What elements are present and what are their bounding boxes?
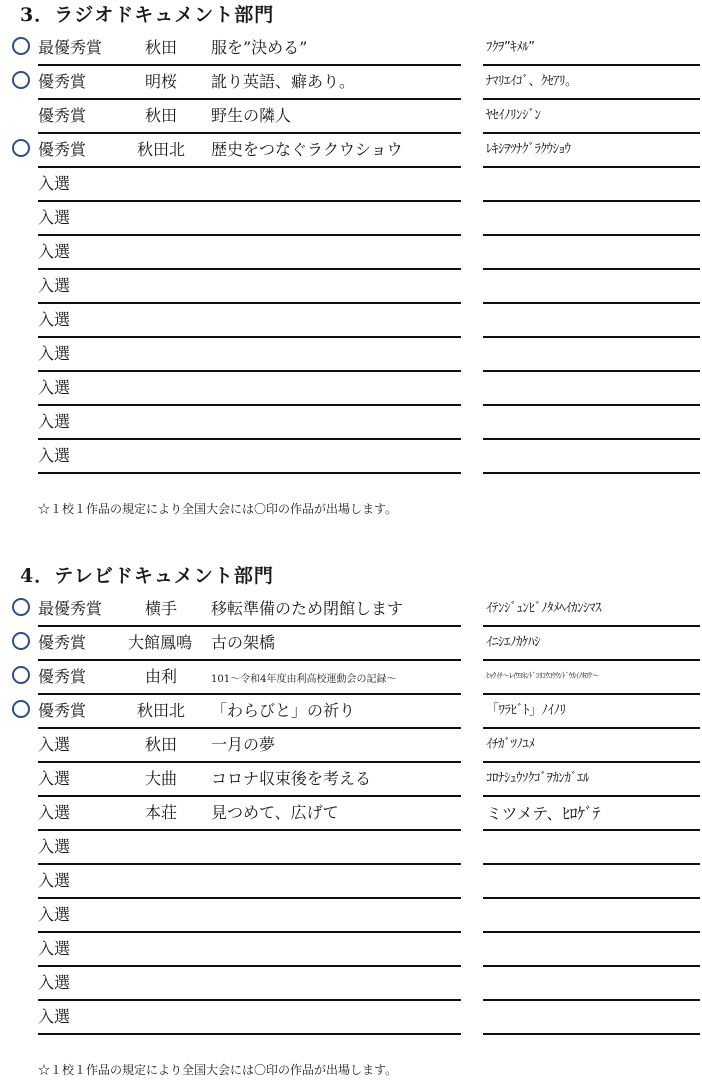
award-label: 入選 (38, 174, 71, 193)
work-title-reading: ｲﾁｶﾞﾂﾉﾕﾒ (486, 737, 535, 752)
award-label: 入選 (38, 803, 71, 822)
work-title: 野生の隣人 (211, 106, 292, 125)
national-qualifier-circle-icon (12, 700, 30, 718)
school-name: 横手 (145, 599, 178, 618)
work-title: コロナ収束後を考える (211, 769, 372, 788)
award-row (0, 967, 702, 1001)
award-label: 入選 (38, 973, 71, 992)
award-row (0, 372, 702, 406)
award-row (0, 933, 702, 967)
school-name: 秋田 (145, 38, 178, 57)
award-label: 優秀賞 (38, 140, 87, 159)
award-row (0, 440, 702, 474)
award-row (0, 168, 702, 202)
school-name: 明桜 (145, 72, 178, 91)
work-title-reading: ﾚｷｼｦﾂﾅｸﾞﾗｸｳｼｮｳ (486, 142, 571, 157)
award-row (0, 134, 702, 168)
section-title: 4．テレビドキュメント部門 (20, 565, 274, 587)
award-label: 優秀賞 (38, 701, 87, 720)
award-label: 最優秀賞 (38, 599, 103, 618)
work-title: 古の架橋 (211, 633, 276, 652)
award-label: 入選 (38, 378, 71, 397)
award-row (0, 338, 702, 372)
work-title-reading: 「ﾜﾗﾋﾞﾄ」ﾉｲﾉﾘ (486, 703, 566, 718)
work-title-reading: ｲﾆｼｴﾉｶｹﾊｼ (486, 635, 540, 650)
award-label: 入選 (38, 446, 71, 465)
school-name: 秋田 (145, 106, 178, 125)
award-row (0, 831, 702, 865)
award-label: 入選 (38, 310, 71, 329)
award-row (0, 32, 702, 66)
award-row (0, 627, 702, 661)
underline-right (483, 1033, 700, 1035)
footnote: ☆１校１作品の規定により全国大会には〇印の作品が出場します。 (38, 1063, 398, 1077)
underline-left (38, 1033, 461, 1035)
award-row (0, 695, 702, 729)
award-row (0, 304, 702, 338)
underline-right (483, 472, 700, 474)
school-name: 大曲 (145, 769, 178, 788)
award-label: 入選 (38, 769, 71, 788)
national-qualifier-circle-icon (12, 139, 30, 157)
award-label: 入選 (38, 735, 71, 754)
school-name: 秋田北 (137, 140, 186, 159)
work-title: 服を”決める” (211, 38, 308, 57)
national-qualifier-circle-icon (12, 666, 30, 684)
award-row (0, 661, 702, 695)
award-label: 入選 (38, 871, 71, 890)
school-name: 秋田北 (137, 701, 186, 720)
award-row (0, 406, 702, 440)
award-row (0, 270, 702, 304)
award-label: 優秀賞 (38, 633, 87, 652)
award-label: 入選 (38, 242, 71, 261)
work-title: 「わらびと」の祈り (211, 701, 356, 720)
section-title: 3．ラジオドキュメント部門 (20, 4, 275, 26)
national-qualifier-circle-icon (12, 71, 30, 89)
underline-left (38, 472, 461, 474)
work-title: 移転準備のため閉館します (211, 599, 404, 618)
award-row (0, 899, 702, 933)
award-label: 入選 (38, 344, 71, 363)
award-row (0, 100, 702, 134)
work-title: 101～令和4年度由利高校運動会の記録～ (211, 674, 397, 685)
award-label: 入選 (38, 837, 71, 856)
award-row (0, 202, 702, 236)
award-row (0, 1001, 702, 1035)
award-label: 入選 (38, 276, 71, 295)
award-label: 入選 (38, 412, 71, 431)
school-name: 本荘 (145, 803, 178, 822)
national-qualifier-circle-icon (12, 37, 30, 55)
award-label: 最優秀賞 (38, 38, 103, 57)
work-title-reading: ミツメテ、ﾋﾛｹﾞﾃ (486, 804, 601, 823)
award-row (0, 593, 702, 627)
work-title-reading: ｲﾃﾝｼﾞｭﾝﾋﾞﾉﾀﾒﾍｲｶﾝｼﾏｽ (486, 601, 601, 616)
award-label: 入選 (38, 905, 71, 924)
work-title: 歴史をつなぐラクウショウ (211, 140, 403, 159)
work-title: 訛り英語、癖あり。 (211, 72, 356, 91)
national-qualifier-circle-icon (12, 632, 30, 650)
award-label: 入選 (38, 1007, 71, 1026)
school-name: 由利 (145, 667, 178, 686)
work-title-reading: ﾌｸｦ”ｷﾒﾙ” (486, 40, 535, 55)
award-row (0, 797, 702, 831)
national-qualifier-circle-icon (12, 598, 30, 616)
award-label: 優秀賞 (38, 72, 87, 91)
award-label: 優秀賞 (38, 667, 87, 686)
work-title: 一月の夢 (211, 735, 276, 754)
award-label: 入選 (38, 939, 71, 958)
work-title-reading: ﾔｾｲﾉﾘﾝｼﾞﾝ (486, 108, 541, 123)
award-row (0, 236, 702, 270)
award-label: 入選 (38, 208, 71, 227)
award-row (0, 729, 702, 763)
work-title: 見つめて、広げて (211, 803, 339, 822)
work-title-reading: ﾋｬｸｲﾁ～ﾚｲﾜﾖﾈﾝﾄﾞﾕﾘｺｳｺｳｳﾝﾄﾞｳｶｲﾉｷﾛｸ～ (486, 671, 599, 680)
school-name: 秋田 (145, 735, 178, 754)
award-row (0, 763, 702, 797)
work-title-reading: ﾅﾏﾘｴｲｺﾞ、ｸｾｱﾘ。 (486, 74, 578, 89)
footnote: ☆１校１作品の規定により全国大会には〇印の作品が出場します。 (38, 502, 398, 516)
school-name: 大館鳳鳴 (128, 633, 193, 652)
award-label: 優秀賞 (38, 106, 87, 125)
award-row (0, 66, 702, 100)
work-title-reading: ｺﾛﾅｼｭｳｿｸｺﾞｦｶﾝｶﾞｴﾙ (486, 771, 589, 786)
award-row (0, 865, 702, 899)
